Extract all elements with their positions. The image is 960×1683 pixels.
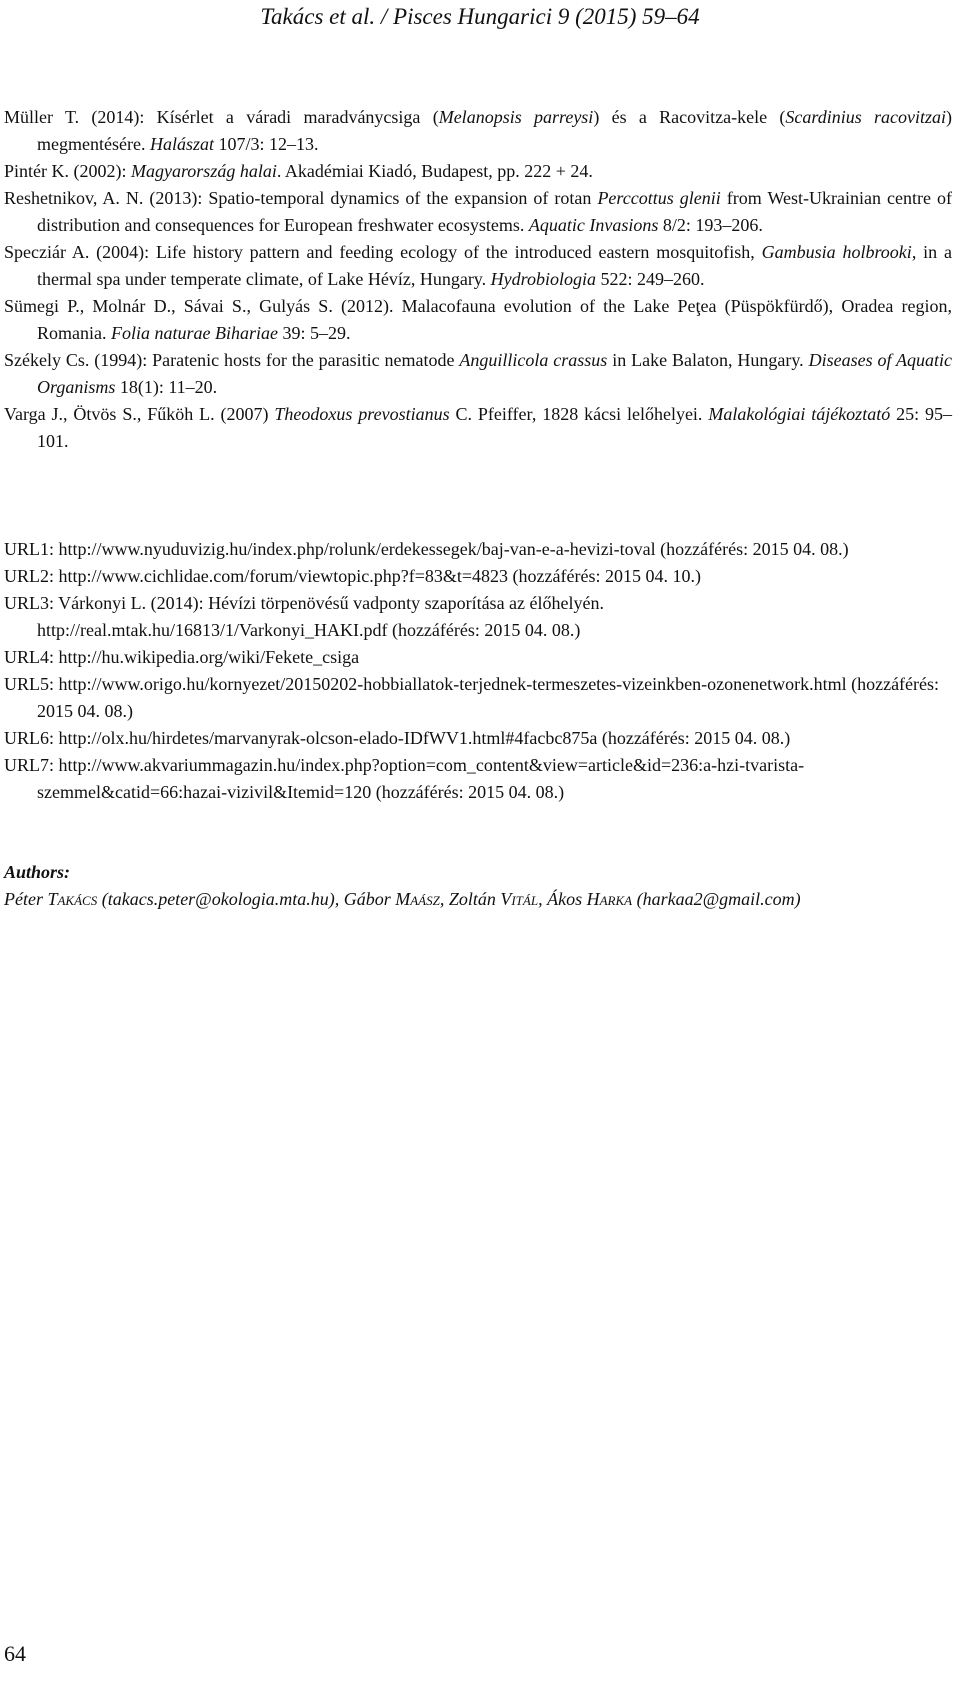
url-item: URL2: http://www.cichlidae.com/forum/viewtopic.php?f=83&t=4823 (hozzáférés: 2015 04. 10.) — [4, 566, 701, 586]
reference-item — [4, 401, 952, 455]
text-run: (harkaa2@gmail.com) — [632, 889, 801, 909]
italic-text: Malakológiai tájékoztató — [708, 404, 891, 424]
page-number: 64 — [4, 1641, 26, 1666]
italic-text: Diseases of Aquatic Organisms — [37, 350, 953, 397]
url-item: URL4: http://hu.wikipedia.org/wiki/Fekete_csiga — [4, 647, 360, 667]
reference-list — [4, 104, 952, 455]
italic-text: Melanopsis parreysi — [438, 107, 594, 127]
italic-text: Theodoxus prevostianus — [274, 404, 450, 424]
surname-text: Harka — [586, 889, 633, 909]
text-run: 39: 5–29. — [277, 323, 351, 343]
text-run: Sümegi P., Molnár D., Sávai S., Gulyás S. (2012). Malacofauna evolution of the Lake Peţea (Püspökfürdő), Oradea region, Romania. — [4, 296, 952, 343]
text-run: 522: 249–260. — [595, 269, 705, 289]
text-run: . Akadémiai Kiadó, Budapest, pp. 222 + 24. — [276, 161, 593, 181]
text-run: Pintér K. (2002): — [4, 161, 131, 181]
text-run: , Zoltán — [439, 889, 501, 909]
text-run: (takacs.peter@okologia.mta.hu), Gábor — [97, 889, 396, 909]
text-run: from West-Ukrainian centre of distribution and consequences for European freshwater ecosystems. — [37, 188, 952, 235]
running-header: Takács et al. / Pisces Hungarici 9 (2015) 59–64 — [260, 4, 700, 29]
text-run: C. Pfeiffer, 1828 kácsi lelőhelyei. — [449, 404, 709, 424]
reference-item — [4, 239, 952, 293]
authors-heading: Authors: — [4, 862, 71, 882]
text-run: ) és a Racovitza-kele ( — [593, 107, 786, 127]
url-item: URL6: http://olx.hu/hirdetes/marvanyrak-olcson-elado-IDfWV1.html#4facbc875a (hozzáférés: 2015 04. 08.) — [4, 728, 791, 748]
url-item: URL3: Várkonyi L. (2014): Hévízi törpenövésű vadponty szaporítása az élőhelyén. http://real.mtak.hu/16813/1/Varkonyi_HAKI.pdf (hozzáférés: 2015 04. 08.) — [4, 593, 605, 640]
reference-item — [4, 185, 952, 239]
italic-text: Hydrobiologia — [490, 269, 596, 289]
authors-section — [4, 859, 952, 913]
surname-text: Takács — [47, 889, 98, 909]
text-run: 25: 95–101. — [37, 404, 952, 451]
text-run: Müller T. (2014): Kísérlet a váradi maradványcsiga ( — [4, 107, 439, 127]
url-list — [4, 536, 952, 806]
text-run: Reshetnikov, A. N. (2013): Spatio-temporal dynamics of the expansion of rotan — [4, 188, 598, 208]
text-run: in Lake Balaton, Hungary. — [607, 350, 809, 370]
text-run: 8/2: 193–206. — [658, 215, 763, 235]
italic-text: Perccottus glenii — [597, 188, 721, 208]
reference-item — [4, 347, 952, 401]
url-item: URL7: http://www.akvariummagazin.hu/index.php?option=com_content&view=article&id=236:a-hzi-tvarista-szemmel&catid=66:hazai-vizivil&Itemid=120 (hozzáférés: 2015 04. 08.) — [4, 755, 805, 802]
text-run: Varga J., Ötvös S., Fűköh L. (2007) — [4, 404, 275, 424]
url-item: URL1: http://www.nyuduvizig.hu/index.php/rolunk/erdekessegek/baj-van-e-a-hevizi-toval (hozzáférés: 2015 04. 08.) — [4, 539, 849, 559]
text-run: Székely Cs. (1994): Paratenic hosts for the parasitic nematode — [4, 350, 460, 370]
surname-text: Maász — [395, 889, 440, 909]
text-run: 107/3: 12–13. — [213, 134, 319, 154]
text-run: Péter — [4, 889, 48, 909]
text-run: Specziár A. (2004): Life history pattern and feeding ecology of the introduced eastern mosquitofish, — [4, 242, 762, 262]
surname-text: Vitál — [500, 889, 539, 909]
text-run: , Ákos — [538, 889, 587, 909]
italic-text: Halászat — [149, 134, 214, 154]
text-run: 18(1): 11–20. — [115, 377, 218, 397]
reference-item — [4, 293, 952, 347]
italic-text: Scardinius racovitzai — [785, 107, 946, 127]
italic-text: Anguillicola crassus — [459, 350, 608, 370]
text-run: ) megmentésére. — [37, 107, 952, 154]
authors-list — [4, 886, 952, 913]
italic-text: Magyarország halai — [130, 161, 277, 181]
url-item: URL5: http://www.origo.hu/kornyezet/20150202-hobbiallatok-terjednek-termeszetes-vizeinkben-ozonenetwork.html (hozzáférés: 2015 04. 08.) — [4, 674, 940, 721]
italic-text: Aquatic Invasions — [528, 215, 659, 235]
text-run: , in a thermal spa under temperate climate, of Lake Hévíz, Hungary. — [37, 242, 952, 289]
italic-text: Gambusia holbrooki — [761, 242, 912, 262]
italic-text: Folia naturae Bihariae — [111, 323, 278, 343]
reference-item — [4, 158, 952, 185]
reference-item — [4, 104, 952, 158]
